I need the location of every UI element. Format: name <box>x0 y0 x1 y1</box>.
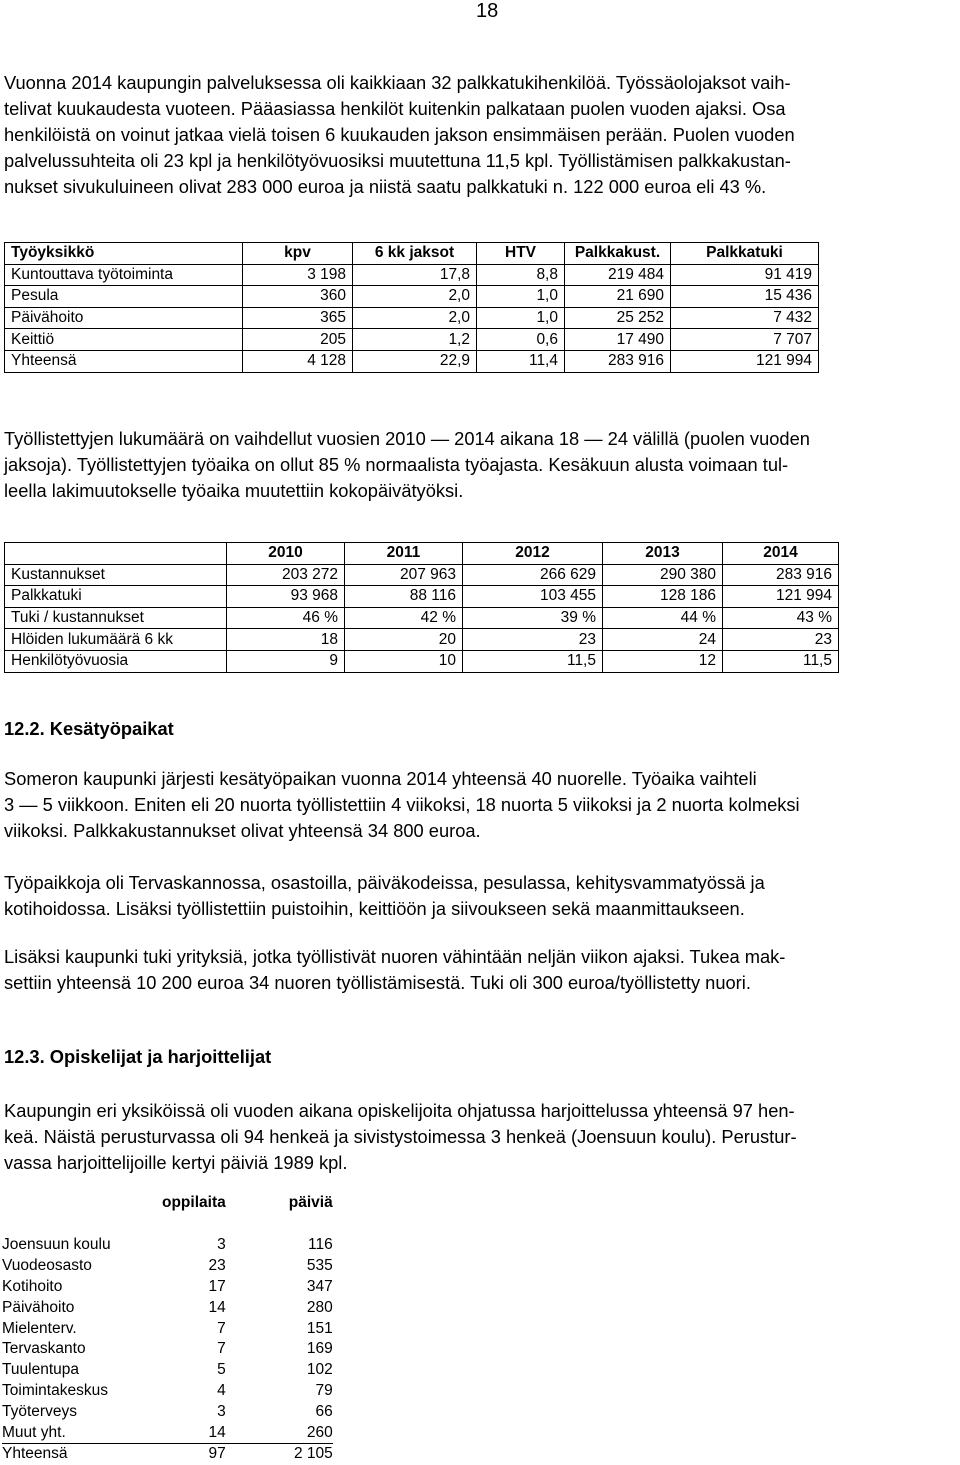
table-row <box>5 307 819 329</box>
table-cell: 103 455 <box>463 586 603 608</box>
table-cell: 88 116 <box>345 586 463 608</box>
table-cell: 3 <box>217 1402 226 1420</box>
table-cell: 14 <box>208 1298 226 1316</box>
text-line: viikoksi. Palkkakustannukset olivat yhteensä 34 800 euroa. <box>4 820 481 841</box>
column-header: päiviä <box>288 1194 333 1211</box>
table-cell: Muut yht. <box>2 1423 66 1441</box>
table-cell: 7 432 <box>671 307 819 329</box>
table-cell: 128 186 <box>603 586 723 608</box>
table-cell: Henkilötyövuosia <box>5 650 227 672</box>
table-cell: 43 % <box>723 607 839 629</box>
table-cell: 91 419 <box>671 264 819 286</box>
table-cell: 46 % <box>227 607 345 629</box>
table-row <box>5 564 839 586</box>
table-header-row <box>2 1193 333 1235</box>
table-row <box>5 586 839 608</box>
column-header: 2010 <box>227 543 345 565</box>
table-cell: 93 968 <box>227 586 345 608</box>
table-cell: Joensuun koulu <box>2 1236 111 1254</box>
table-cell: 290 380 <box>603 564 723 586</box>
table-cell: 116 <box>308 1236 333 1254</box>
table-cell: 21 690 <box>565 286 671 308</box>
text-line: Someron kaupunki järjesti kesätyöpaikan vuonna 2014 yhteensä 40 nuorelle. Työaika vaihteli <box>4 768 757 789</box>
table-cell: Päivähoito <box>5 307 243 329</box>
table-cell: 3 198 <box>243 264 353 286</box>
table-cell: 280 <box>306 1298 333 1316</box>
table-cell: 102 <box>306 1361 333 1379</box>
table-header-row <box>5 243 819 265</box>
table-row-total <box>2 1443 333 1464</box>
text-line: jaksoja). Työllistettyjen työaika on ollut 85 % normaalista työajasta. Kesäkuun alusta voimaan tul- <box>4 454 789 475</box>
table-cell: Vuodeosasto <box>2 1257 92 1275</box>
column-header: HTV <box>477 243 565 265</box>
column-header: kpv <box>243 243 353 265</box>
table-cell: 25 252 <box>565 307 671 329</box>
page-number: 18 <box>476 0 499 22</box>
table-cell: 11,4 <box>477 350 565 372</box>
table-cell: Kustannukset <box>5 564 227 586</box>
table-cell: 42 % <box>345 607 463 629</box>
table-cell: 205 <box>243 329 353 351</box>
table-cell: 10 <box>345 650 463 672</box>
text-line: henkilöistä on voinut jatkaa vielä toisen 6 kuukauden jakson ensimmäisen perään. Puolen vuoden <box>4 124 795 145</box>
table-cell: 203 272 <box>227 564 345 586</box>
table-row <box>2 1235 333 1256</box>
table-row <box>2 1297 333 1318</box>
table-cell: 17 490 <box>565 329 671 351</box>
paragraph-employee-count <box>4 426 956 504</box>
text-line: nukset sivukuluineen olivat 283 000 euroa ja niistä saatu palkkatuki n. 122 000 euroa eli 43 %. <box>4 176 767 197</box>
text-line: palvelussuhteita oli 23 kpl ja henkilötyövuosiksi muutettuna 11,5 kpl. Työllistämisen palkkakustan- <box>4 150 791 171</box>
table-cell: Hlöiden lukumäärä 6 kk <box>5 629 227 651</box>
table-cell: 3 <box>217 1236 226 1254</box>
table-cell: 9 <box>227 650 345 672</box>
table-cell: 17,8 <box>353 264 477 286</box>
table-cell: 18 <box>227 629 345 651</box>
section-heading-summer-jobs: 12.2. Kesätyöpaikat <box>4 718 174 739</box>
table-cell: 79 <box>315 1381 333 1399</box>
table-cell: 23 <box>463 629 603 651</box>
table-row <box>5 329 819 351</box>
table-row <box>2 1422 333 1443</box>
table-cell: Yhteensä <box>2 1445 68 1463</box>
table-cell: 12 <box>603 650 723 672</box>
table-cell: 207 963 <box>345 564 463 586</box>
table-row <box>2 1256 333 1277</box>
table-cell: Palkkatuki <box>5 586 227 608</box>
column-header: oppilaita <box>162 1194 226 1211</box>
table-cell: 23 <box>208 1257 226 1275</box>
text-line: vassa harjoittelijoille kertyi päiviä 1989 kpl. <box>4 1152 348 1173</box>
column-header: 2011 <box>345 543 463 565</box>
table-cell: 66 <box>315 1402 333 1420</box>
table-header-row <box>5 543 839 565</box>
table-cell: 535 <box>306 1257 333 1275</box>
table-cell: Tuulentupa <box>2 1361 79 1379</box>
paragraph-summer-jobs <box>4 766 956 844</box>
text-line: keä. Näistä perusturvassa oli 94 henkeä ja sivistystoimessa 3 henkeä (Joensuun koulu). Perustur- <box>4 1126 797 1147</box>
table-cell: Toimintakeskus <box>2 1381 108 1399</box>
text-line: 3 — 5 viikkoon. Eniten eli 20 nuorta työllistettiin 4 viikoksi, 18 nuorta 5 viikoksi ja 2 nuorta kolmeksi <box>4 794 800 815</box>
section-heading-trainees: 12.3. Opiskelijat ja harjoittelijat <box>4 1046 272 1067</box>
table-cell: 2,0 <box>353 307 477 329</box>
table-cell: Tuki / kustannukset <box>5 607 227 629</box>
table-cell: 44 % <box>603 607 723 629</box>
table-cell: 17 <box>208 1277 226 1295</box>
paragraph-palkkatuki-intro <box>4 70 956 200</box>
table-cell: 121 994 <box>723 586 839 608</box>
column-header: 2014 <box>723 543 839 565</box>
table-cell: Pesula <box>5 286 243 308</box>
table-cell: 219 484 <box>565 264 671 286</box>
paragraph-company-support <box>4 944 956 996</box>
text-line: Työpaikkoja oli Tervaskannossa, osastoilla, päiväkodeissa, pesulassa, kehitysvammatyössä ja <box>4 872 765 893</box>
table-row <box>5 607 839 629</box>
table-cell: 1,0 <box>477 307 565 329</box>
column-header <box>2 1193 162 1235</box>
table-row <box>2 1318 333 1339</box>
table-row <box>2 1277 333 1298</box>
text-line: Lisäksi kaupunki tuki yrityksiä, jotka työllistivät nuoren vähintään neljän viikon ajaksi. Tukea mak- <box>4 946 786 967</box>
table-cell: 283 916 <box>723 564 839 586</box>
table-cell: 20 <box>345 629 463 651</box>
table-row <box>5 350 819 372</box>
table-cell: 7 707 <box>671 329 819 351</box>
table-cell: 11,5 <box>723 650 839 672</box>
table-cell: 151 <box>306 1319 333 1337</box>
text-line: leella lakimuutokselle työaika muutettiin kokopäivätyöksi. <box>4 480 464 501</box>
table-cell: 39 % <box>463 607 603 629</box>
text-line: settiin yhteensä 10 200 euroa 34 nuoren työllistämisestä. Tuki oli 300 euroa/työllistetty nuori. <box>4 972 751 993</box>
table-row <box>2 1339 333 1360</box>
table-cell: 2,0 <box>353 286 477 308</box>
table-cell: 23 <box>723 629 839 651</box>
table-cell: 365 <box>243 307 353 329</box>
column-header: Palkkakust. <box>565 243 671 265</box>
table-cell: 11,5 <box>463 650 603 672</box>
table-cell: Yhteensä <box>5 350 243 372</box>
text-line: Kaupungin eri yksiköissä oli vuoden aikana opiskelijoita ohjatussa harjoittelussa yhteensä 97 hen- <box>4 1100 795 1121</box>
table-cell: 7 <box>217 1319 226 1337</box>
table-row <box>2 1381 333 1402</box>
text-line: telivat kuukaudesta vuoteen. Pääasiassa henkilöt kuitenkin palkataan puolen vuoden ajaksi. Osa <box>4 98 786 119</box>
table-cell: 7 <box>217 1340 226 1358</box>
table-cell: 22,9 <box>353 350 477 372</box>
table-row <box>5 286 819 308</box>
table-cell: 283 916 <box>565 350 671 372</box>
table-cell: 15 436 <box>671 286 819 308</box>
table-cell: 24 <box>603 629 723 651</box>
paragraph-workplaces <box>4 870 956 922</box>
column-header: 6 kk jaksot <box>353 243 477 265</box>
column-header: Työyksikkö <box>5 243 243 265</box>
text-line: Vuonna 2014 kaupungin palveluksessa oli kaikkiaan 32 palkkatukihenkilöä. Työssäolojaksot vaih- <box>4 72 791 93</box>
table-cell: Tervaskanto <box>2 1340 86 1358</box>
table-trainee-units <box>2 1193 333 1465</box>
table-cell: 121 994 <box>671 350 819 372</box>
table-cell: Kuntouttava työtoiminta <box>5 264 243 286</box>
table-cell: 1,0 <box>477 286 565 308</box>
table-cell: 8,8 <box>477 264 565 286</box>
table-cell: 97 <box>208 1445 226 1463</box>
column-header: 2013 <box>603 543 723 565</box>
table-cell: Työterveys <box>2 1402 77 1420</box>
table-row <box>2 1401 333 1422</box>
table-work-units <box>4 242 819 373</box>
table-cell: 4 <box>217 1381 226 1399</box>
table-row <box>5 629 839 651</box>
text-line: kotihoidossa. Lisäksi työllistettiin puistoihin, keittiöön ja siivoukseen sekä maanmittaukseen. <box>4 898 745 919</box>
table-row <box>5 650 839 672</box>
column-header: 2012 <box>463 543 603 565</box>
table-yearly-costs <box>4 542 839 673</box>
table-cell: Päivähoito <box>2 1298 75 1316</box>
table-cell: 0,6 <box>477 329 565 351</box>
text-line: Työllistettyjen lukumäärä on vaihdellut vuosien 2010 — 2014 aikana 18 — 24 välillä (puolen vuoden <box>4 428 810 449</box>
column-header: Palkkatuki <box>671 243 819 265</box>
table-cell: 347 <box>306 1277 333 1295</box>
table-cell: 14 <box>208 1423 226 1441</box>
table-cell: Keittiö <box>5 329 243 351</box>
table-cell: 266 629 <box>463 564 603 586</box>
table-cell: 169 <box>306 1340 333 1358</box>
column-header <box>5 543 227 565</box>
table-cell: 4 128 <box>243 350 353 372</box>
table-cell: 5 <box>217 1361 226 1379</box>
table-cell: 260 <box>306 1423 333 1441</box>
paragraph-trainees <box>4 1098 956 1176</box>
table-cell: Kotihoito <box>2 1277 63 1295</box>
table-cell: 360 <box>243 286 353 308</box>
table-row <box>5 264 819 286</box>
table-row <box>2 1360 333 1381</box>
table-cell: Mielenterv. <box>2 1319 77 1337</box>
table-cell: 2 105 <box>293 1445 333 1463</box>
table-cell: 1,2 <box>353 329 477 351</box>
